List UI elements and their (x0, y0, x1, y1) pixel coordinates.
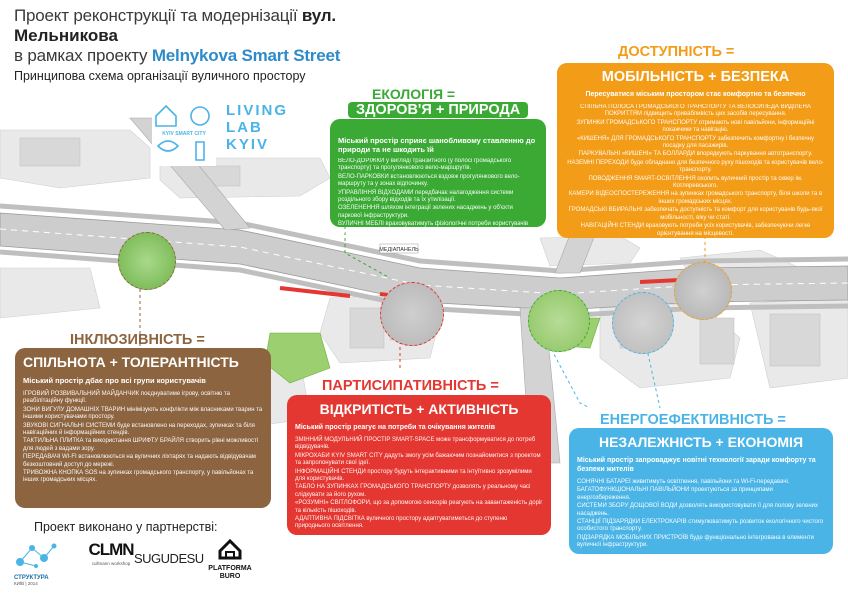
participation-subtitle: ВІДКРИТІСТЬ + АКТИВНІСТЬ (319, 401, 519, 417)
participation-panel (287, 395, 551, 535)
ecology-lead: Міський простір сприяє шанобливому ставленню до природи та не шкодить їй (338, 136, 536, 154)
living-lab-line-3: KYIV (226, 136, 270, 153)
accessibility-panel (557, 63, 834, 238)
ecology-panel (330, 119, 546, 235)
participation-lead: Міський простір реагує на потреби та очікування жителів (295, 424, 495, 431)
energy-lead: Міський простір запроваджує новітні технології заради комфорту та безпеки жителів (577, 457, 816, 473)
platforma-name: PLATFORMA (208, 565, 252, 572)
clmn-logo (84, 540, 138, 588)
title-line-1: Проект реконструкції та модернізації вул. (14, 6, 336, 25)
zoom-circle-park (118, 232, 176, 290)
zoom-circle-crossing (612, 292, 674, 354)
struktura-name: СТРУКТУРА (14, 575, 49, 581)
energy-body: СОНЯЧНІ БАТАРЕЇ живитимуть освітлення, павільйони та Wi-Fi-передавачі. БАГАТОФУНКЦІОНАЛЬНІ ПАВІЛЬЙОНИ проектуються за принципами енергозбереження. СИСТЕМИ ЗБОРУ ДОЩОВОЇ ВОДИ дозволять використовувати її для полову зелених насаджень. СТАНЦІЇ ПІДЗАРЯДКИ ЕЛЕКТРОКАРІВ стимулюватимуть розвиток екологічного чистого особистого транспорту. ПІДЗАРЯДКА МОБІЛЬНИХ ПРИСТРОЇВ буде функціонально інтегрована в елементи вуличної інфраструктури. (577, 479, 824, 549)
partners-label: Проект виконано у партнерстві: (34, 520, 218, 534)
project-brand: Melnykova Smart Street (151, 46, 341, 65)
ecology-title: ЕКОЛОГІЯ = (372, 86, 456, 102)
title-line-2: Мельникова (14, 26, 118, 45)
kyiv-smart-city-text: KYIV SMART CITY (162, 131, 206, 137)
participation-body: ЗМІННИЙ МОДУЛЬНИЙ ПРОСТІР SMART-SPACE може трансформуватися до потреб відвідувачів. МІКРОХАБИ KYIV SMART CITY дадуть змогу усім бажаючим познайомитися з проектом та запропонувати свої ідеї. ІНФОРМАЦІЙНІ СТЕНДИ простору будуть інтерактивними та інтуїтивно зрозумілими для користувачів. ТАБЛО НА ЗУПИНКАХ ГРОМАДСЬКОГО ТРАНСПОРТУ дозволять у реальному часі слідкувати за його рухом. «РОЗУМНІ» СВІТЛОФОРИ, що за допомогою сенсорів реагують на завантаженість доріг та кількість пішоходів. АДАПТИВНА ПІДСВІТКА вуличного простору адаптуватиметься до ступеню природнього освітлення. (295, 437, 543, 530)
poster-subtitle: Принципова схема організації вуличного простору (14, 69, 306, 83)
accessibility-body: СПІЛЬНА ПОЛОСА ГРОМАДСЬКОГО ТРАНСПОРТУ ТА ВЕЛОСИПЕДА ВИДІЛЕНА ПОКРИТТЯМ підвищить привабливість цих засобів пересування. ЗУПИНКИ ГРОМАДСЬКОГО ТРАНСПОРТУ отримають нові павільйони, інформаційні покажчики та навігацію. «КИШЕНЯ» ДЛЯ ГРОМАДСЬКОГО ТРАНСПОРТУ забезпечить комфортну і безпечну посадку для пасажирів. ПАРКУВАЛЬНІ «КИШЕНІ» ТА БОЛЛАРДИ впорядкують паркування автотранспорту. НАЗЕМНІ ПЕРЕХОДИ буде обладнано для безпечного руху пішоходів та користувачів вело-транспорту. ПОВОДЖЕННЯ SMART-ОСВІТЛЕННЯ охопить вуличний простір та сквер ім. Котляревського. КАМЕРИ ВІДЕОСПОСТЕРЕЖЕННЯ на зупинках громадського транспорту, біля школи та в інших громадських місцях. ГРОМАДСЬКІ ВБИРАЛЬНІ забезпечать доступність та комфорт для користувачів будь-якої мобільності, віку чи статі. НАВІГАЦІЙНІ СТЕНДИ враховують потреби усіх користувачів, забезпечуючи легке орієнтування на місцевості. (567, 104, 824, 237)
clmn-sub: cullmann workshop (91, 561, 131, 566)
road-label: МЕДІАПАНЕЛЬ (379, 247, 419, 253)
ecology-subtitle: ЗДОРОВ'Я + ПРИРОДА (348, 102, 528, 118)
struktura-sub: КИЇВ | 2014 (14, 581, 38, 586)
living-lab-line-1: LIVING (226, 102, 289, 119)
energy-subtitle: НЕЗАЛЕЖНІСТЬ + ЕКОНОМІЯ (598, 434, 804, 450)
inclusivity-panel (15, 348, 271, 508)
zoom-circle-square (528, 290, 590, 352)
platforma-logo (204, 538, 256, 594)
energy-title: ЕНЕРГОЕФЕКТИВНІСТЬ = (600, 412, 786, 428)
participation-title: ПАРТИСИПАТИВНІСТЬ = (322, 378, 499, 394)
inclusivity-body: ІГРОВИЙ РОЗВИВАЛЬНИЙ МАЙДАНЧИК поєднуватиме ігрову, освітню та реабілітаційну функції. ЗОНИ ВИГУЛУ ДОМАШНІХ ТВАРИН мінімізують конфлікти між власниками тварин та іншими користувачами простору. ЗВУКОВІ СИГНАЛЬНІ СИСТЕМИ буде встановлено на переходах, зупинках та біля навігаційних й інформаційних стендів. ТАКТИЛЬНА ПЛИТКА та використання ШРИФТУ БРАЙЛЯ створить рівні можливості для людей з вадами зору. ПЕРЕДАВАЧІ WI-FI встановлюються на вуличних ліхтарях та надають відвідувачам безкоштовний доступ до мережі. ТРИВОЖНА КНОПКА SOS на зупинках громадського транспорту, у павільйонах та інших громадських місцях. (23, 391, 263, 484)
accessibility-title: ДОСТУПНІСТЬ = (618, 44, 735, 60)
platforma-sub: BURO (219, 573, 241, 580)
struktura-logo (14, 540, 78, 588)
sugudesu-logo (134, 551, 202, 571)
inclusivity-title: ІНКЛЮЗИВНІСТЬ = (70, 332, 205, 348)
inclusivity-subtitle: СПІЛЬНОТА + ТОЛЕРАНТНІСТЬ (23, 354, 239, 370)
accessibility-subtitle: МОБІЛЬНІСТЬ + БЕЗПЕКА (601, 69, 790, 85)
inclusivity-lead: Міський простір дбає про всі групи користувачів (23, 376, 206, 385)
struktura-mark-icon (14, 540, 58, 570)
energy-panel (569, 428, 833, 554)
ecology-body: ВЕЛО-ДОРІЖКИ у вигляді транзитного (у полосі громадського транспорту) та прогулянкового вело-маршрутів. ВЕЛО-ПАРКОВКИ встановлюються вздовж прогулянкового вело-маршруту та у зонах відпочинку. УПРАВЛІННЯ ВІДХОДАМИ передбачає налагодження системи роздільного збору відходів та їх утилізації. ОЗЕЛЕНЕННЯ шляхом інтеграції зелених насаджень у об'єкти паркової інфраструктури. ВУЛИЧНІ МЕБЛІ враховуватимуть фізіологічні потреби користувачів різного віку та ступеню мобільності. (338, 158, 529, 235)
clmn-name: CLMN (88, 540, 134, 559)
zoom-circle-bus-stop-2 (674, 262, 732, 320)
living-lab-logo (226, 102, 290, 153)
title-line-3: в рамках проекту Melnykova Smart Street (14, 46, 341, 65)
living-lab-line-2: LAB (226, 119, 263, 136)
platforma-mark-icon (217, 538, 243, 560)
kyiv-smart-city-icon (152, 102, 216, 166)
sugudesu-name: SUGUDESU (134, 551, 204, 566)
accessibility-lead: Пересуватися міським простором стає комфортно та безпечно (585, 91, 806, 98)
zoom-circle-bus-stop-1 (380, 282, 444, 346)
